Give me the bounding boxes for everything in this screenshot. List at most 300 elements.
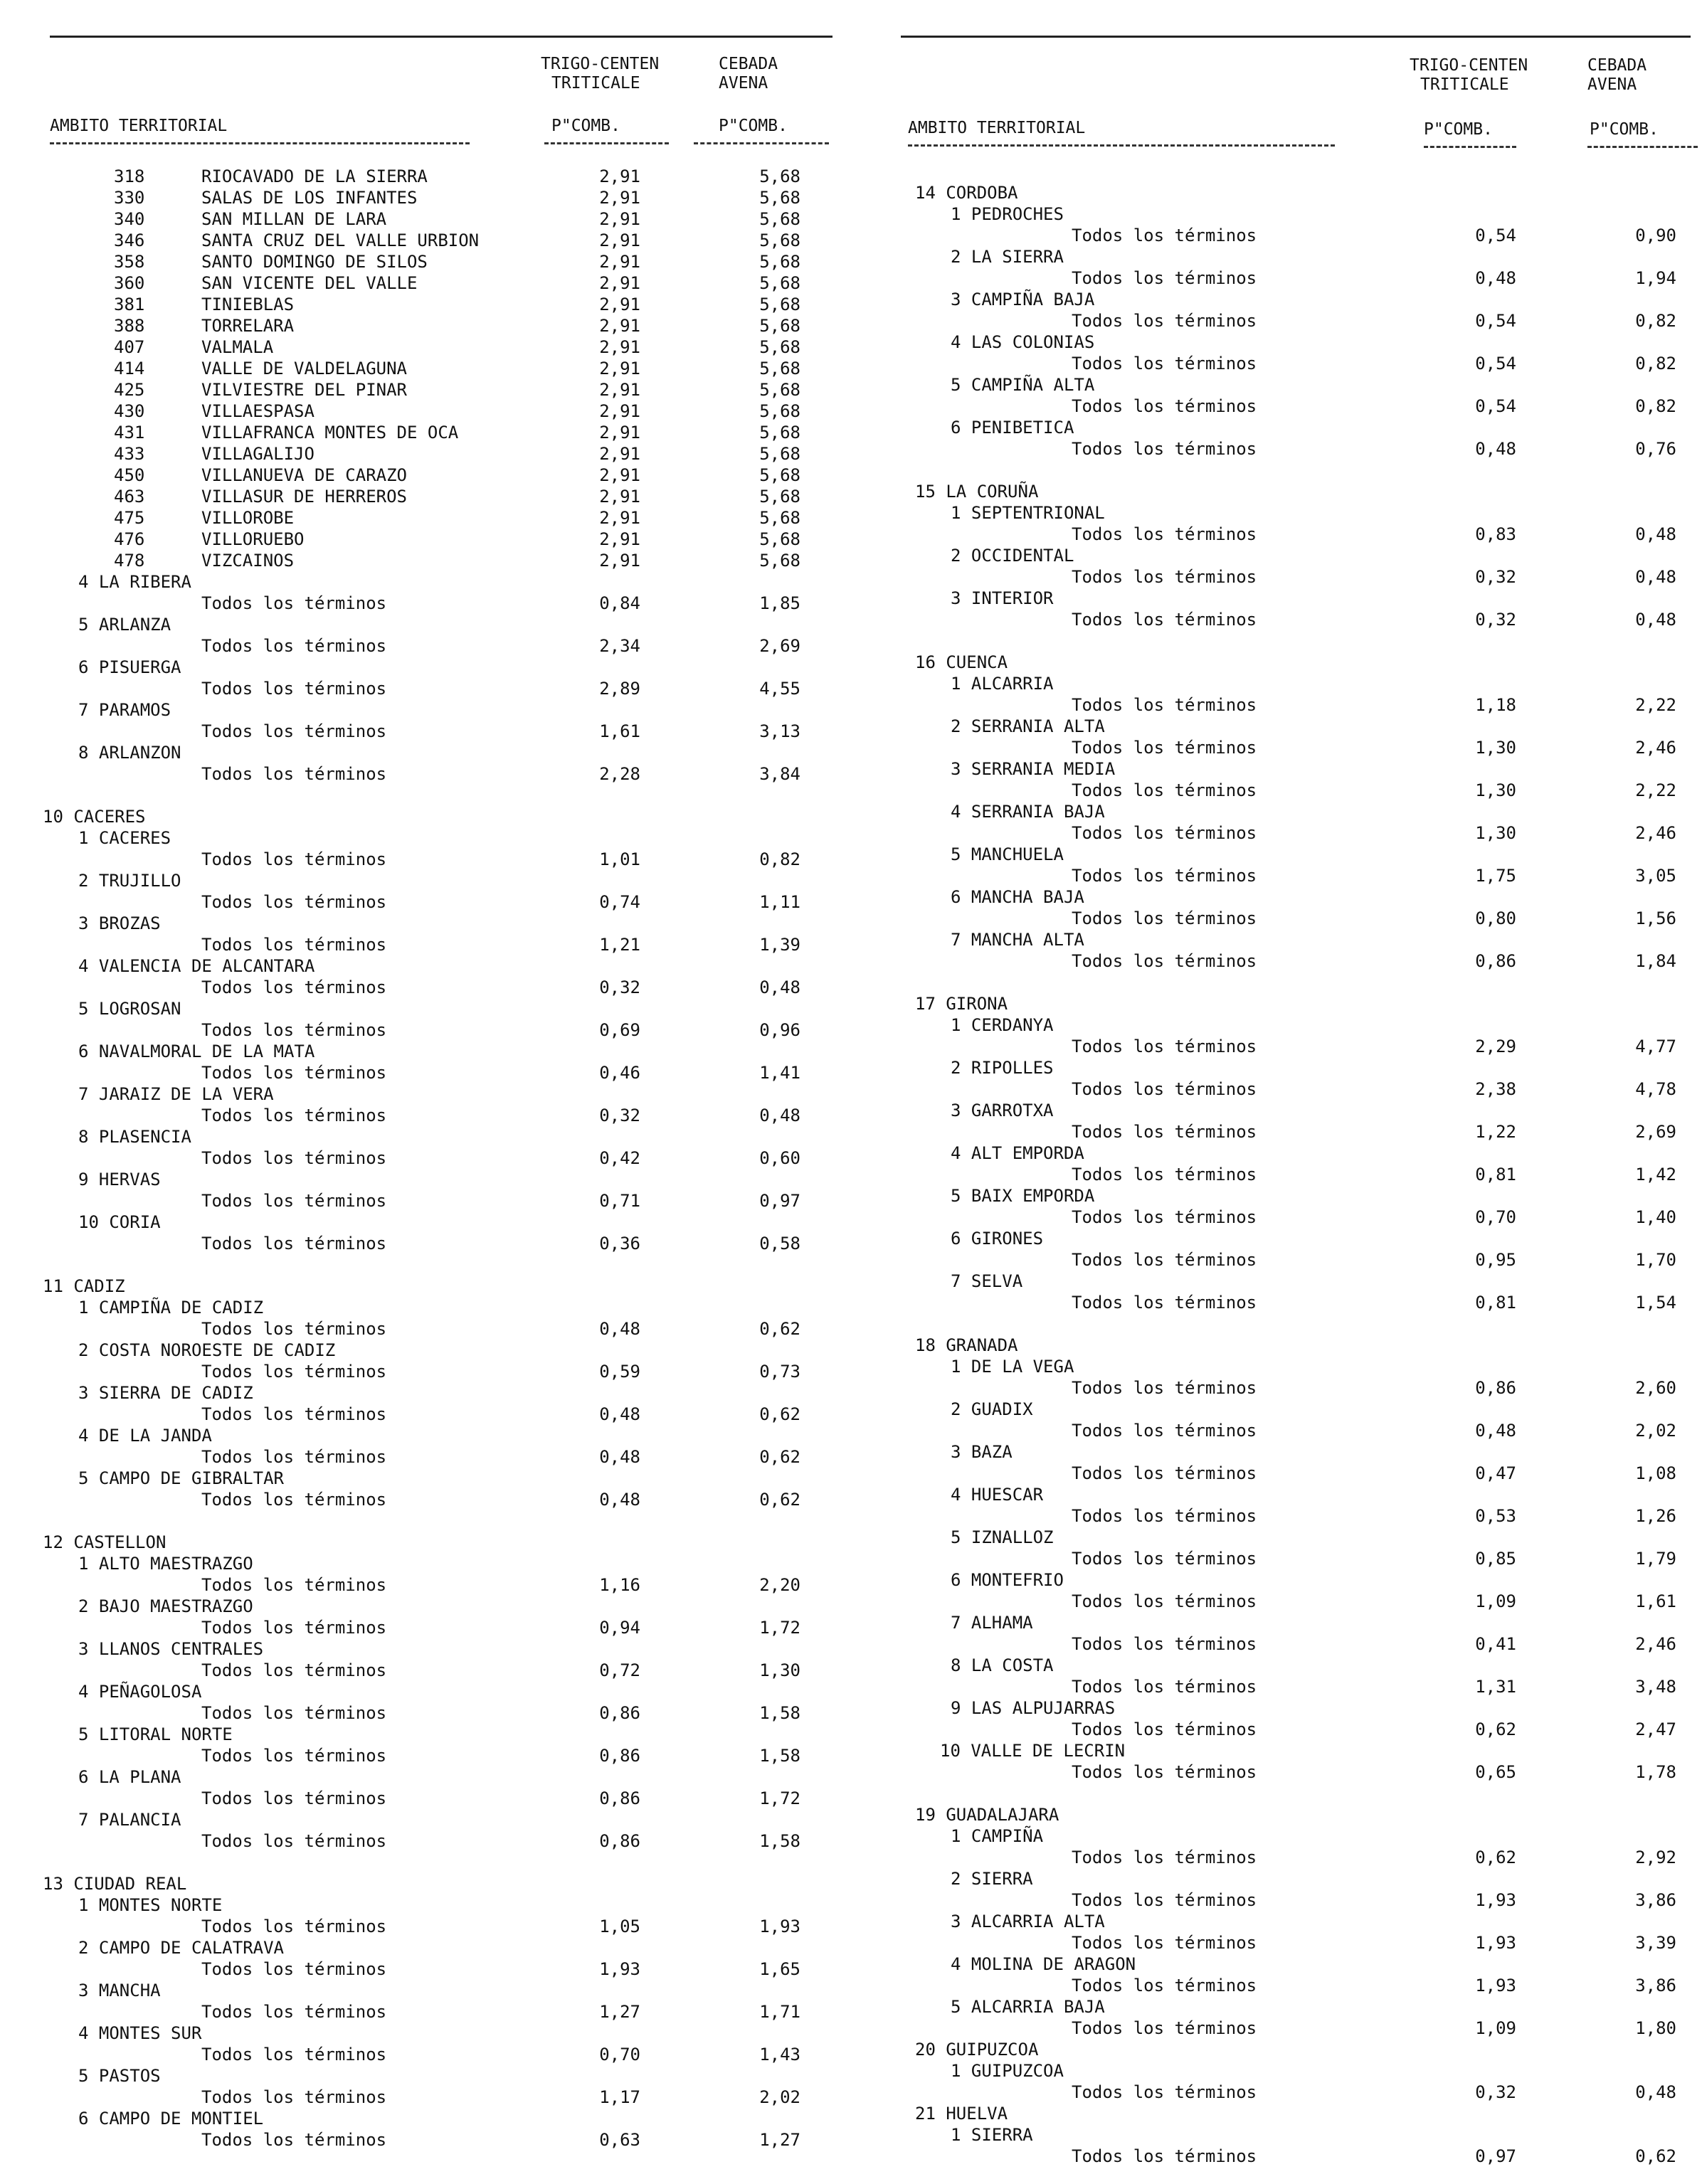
cebada-pcomb-value: 1,71 (759, 2002, 800, 2022)
todos-terminos-label: Todos los términos (201, 2002, 387, 2022)
trigo-pcomb-value: 1,61 (599, 721, 640, 741)
trigo-pcomb-value: 1,30 (1475, 780, 1516, 800)
municipality-name: SALAS DE LOS INFANTES (201, 188, 418, 208)
cebada-pcomb-value: 1,85 (759, 593, 800, 613)
trigo-pcomb-value: 1,22 (1475, 1122, 1516, 1142)
cebada-pcomb-value: 5,68 (759, 444, 800, 464)
cebada-pcomb-value: 0,48 (1635, 610, 1676, 630)
municipality-row (0, 358, 851, 379)
cebada-pcomb-value: 0,62 (759, 1447, 800, 1467)
municipality-name: VIZCAINOS (201, 551, 295, 571)
todos-terminos-label: Todos los términos (1072, 1719, 1257, 1739)
cebada-pcomb-value: 5,68 (759, 273, 800, 293)
trigo-pcomb-value: 2,91 (599, 188, 640, 208)
comarca-name: 1 DE LA VEGA (951, 1357, 1074, 1377)
top-rule (50, 36, 832, 38)
todos-terminos-label: Todos los términos (1072, 1421, 1257, 1441)
todos-terminos-label: Todos los términos (1072, 1207, 1257, 1227)
comarca-row (851, 929, 1702, 950)
municipality-row (0, 529, 851, 550)
comarca-name: 5 LITORAL NORTE (78, 1724, 233, 1744)
header-col2-line1: CEBADA (719, 55, 778, 73)
trigo-pcomb-value: 0,72 (599, 1660, 640, 1680)
municipality-code: 478 (114, 551, 145, 571)
comarca-row (851, 1014, 1702, 1036)
todos-terminos-label: Todos los términos (1072, 1890, 1257, 1910)
trigo-pcomb-value: 0,48 (1475, 268, 1516, 288)
header-pcomb-1: P"COMB. (1424, 120, 1493, 139)
todos-terminos-row (851, 694, 1702, 716)
todos-terminos-row (851, 1078, 1702, 1100)
comarca-row (851, 1740, 1702, 1761)
municipality-name: SANTO DOMINGO DE SILOS (201, 252, 428, 272)
cebada-pcomb-value: 2,47 (1635, 1719, 1676, 1739)
comarca-row (0, 1169, 851, 1190)
comarca-name: 4 ALT EMPORDA (951, 1143, 1084, 1163)
comarca-row (851, 374, 1702, 396)
province-name: 11 CADIZ (43, 1276, 125, 1296)
top-rule (901, 36, 1691, 38)
comarca-name: 4 VALENCIA DE ALCANTARA (78, 956, 315, 976)
todos-terminos-label: Todos los términos (1072, 951, 1257, 971)
todos-terminos-row (0, 1702, 851, 1724)
trigo-pcomb-value: 0,32 (1475, 2082, 1516, 2102)
todos-terminos-row (0, 1788, 851, 1809)
trigo-pcomb-value: 0,32 (599, 1106, 640, 1125)
todos-terminos-label: Todos los términos (201, 1490, 387, 1510)
cebada-pcomb-value: 1,61 (1635, 1591, 1676, 1611)
todos-terminos-label: Todos los términos (1072, 1549, 1257, 1569)
todos-terminos-label: Todos los términos (1072, 738, 1257, 758)
province-row (851, 182, 1702, 203)
todos-terminos-row (0, 1361, 851, 1382)
comarca-name: 1 ALCARRIA (951, 674, 1054, 694)
todos-terminos-label: Todos los términos (1072, 396, 1257, 416)
trigo-pcomb-value: 0,84 (599, 593, 640, 613)
province-row (851, 1335, 1702, 1356)
trigo-pcomb-value: 1,05 (599, 1917, 640, 1936)
trigo-pcomb-value: 2,29 (1475, 1037, 1516, 1056)
comarca-row (851, 332, 1702, 353)
todos-terminos-row (851, 865, 1702, 886)
todos-terminos-label: Todos los términos (1072, 1037, 1257, 1056)
comarca-name: 6 PISUERGA (78, 657, 181, 677)
comarca-row (851, 1057, 1702, 1078)
todos-terminos-row (0, 2129, 851, 2151)
todos-terminos-row (0, 977, 851, 998)
todos-terminos-row (0, 1660, 851, 1681)
trigo-pcomb-value: 0,41 (1475, 1634, 1516, 1654)
todos-terminos-row (851, 950, 1702, 972)
trigo-pcomb-value: 0,53 (1475, 1506, 1516, 1526)
todos-terminos-row (851, 1676, 1702, 1697)
comarca-name: 3 BROZAS (78, 913, 161, 933)
todos-terminos-row (851, 1036, 1702, 1057)
municipality-name: VILLAFRANCA MONTES DE OCA (201, 423, 459, 442)
comarca-row (0, 1681, 851, 1702)
todos-terminos-row (851, 822, 1702, 844)
todos-terminos-row (0, 1147, 851, 1169)
header-col1-line2: TRITICALE (551, 74, 640, 92)
trigo-pcomb-value: 1,27 (599, 2002, 640, 2022)
cebada-pcomb-value: 5,68 (759, 252, 800, 272)
municipality-code: 407 (114, 337, 145, 357)
cebada-pcomb-value: 3,86 (1635, 1976, 1676, 1995)
trigo-pcomb-value: 2,91 (599, 316, 640, 336)
trigo-pcomb-value: 2,89 (599, 679, 640, 699)
cebada-pcomb-value: 1,72 (759, 1618, 800, 1638)
municipality-code: 430 (114, 401, 145, 421)
comarca-name: 7 MANCHA ALTA (951, 930, 1084, 950)
comarca-name: 2 CAMPO DE CALATRAVA (78, 1938, 284, 1958)
cebada-pcomb-value: 0,82 (1635, 396, 1676, 416)
trigo-pcomb-value: 0,65 (1475, 1762, 1516, 1782)
cebada-pcomb-value: 5,68 (759, 316, 800, 336)
municipality-row (0, 336, 851, 358)
header-dash-ambito (50, 142, 470, 144)
comarca-row (0, 2108, 851, 2129)
todos-terminos-label: Todos los términos (1072, 1677, 1257, 1697)
cebada-pcomb-value: 1,43 (759, 2045, 800, 2064)
cebada-pcomb-value: 5,68 (759, 401, 800, 421)
municipality-name: RIOCAVADO DE LA SIERRA (201, 166, 428, 186)
cebada-pcomb-value: 1,54 (1635, 1293, 1676, 1313)
cebada-pcomb-value: 2,60 (1635, 1378, 1676, 1398)
todos-terminos-row (851, 1121, 1702, 1143)
todos-terminos-label: Todos los términos (201, 1447, 387, 1467)
todos-terminos-label: Todos los términos (201, 1319, 387, 1339)
comarca-row (851, 758, 1702, 780)
province-name: 12 CASTELLON (43, 1532, 166, 1552)
comarca-name: 1 GUIPUZCOA (951, 2061, 1064, 2081)
trigo-pcomb-value: 1,30 (1475, 823, 1516, 843)
comarca-row (851, 1399, 1702, 1420)
comarca-row (0, 1553, 851, 1574)
todos-terminos-row (851, 1249, 1702, 1271)
municipality-row (0, 401, 851, 422)
comarca-row (851, 1655, 1702, 1676)
todos-terminos-row (0, 1489, 851, 1510)
trigo-pcomb-value: 1,17 (599, 2087, 640, 2107)
header-col1-line2: TRITICALE (1420, 75, 1509, 94)
comarca-row (851, 1100, 1702, 1121)
municipality-row (0, 315, 851, 336)
cebada-pcomb-value: 5,68 (759, 166, 800, 186)
todos-terminos-label: Todos los términos (1072, 524, 1257, 544)
municipality-code: 433 (114, 444, 145, 464)
comarca-name: 4 PEÑAGOLOSA (78, 1682, 202, 1702)
todos-terminos-label: Todos los términos (201, 2130, 387, 2150)
comarca-row (851, 1569, 1702, 1591)
comarca-name: 6 CAMPO DE MONTIEL (78, 2109, 264, 2129)
trigo-pcomb-value: 2,91 (599, 465, 640, 485)
province-row (851, 1804, 1702, 1825)
todos-terminos-label: Todos los términos (201, 1020, 387, 1040)
comarca-row (851, 246, 1702, 267)
comarca-name: 2 SERRANIA ALTA (951, 716, 1105, 736)
municipality-name: VILLAESPASA (201, 401, 314, 421)
comarca-row (851, 801, 1702, 822)
municipality-row (0, 379, 851, 401)
cebada-pcomb-value: 0,62 (759, 1490, 800, 1510)
trigo-pcomb-value: 0,95 (1475, 1250, 1516, 1270)
comarca-row (0, 1340, 851, 1361)
comarca-row (851, 1271, 1702, 1292)
comarca-name: 3 BAZA (951, 1442, 1013, 1462)
todos-terminos-row (851, 1207, 1702, 1228)
comarca-row (851, 1143, 1702, 1164)
todos-terminos-label: Todos los términos (1072, 2018, 1257, 2038)
todos-terminos-label: Todos los términos (1072, 1293, 1257, 1313)
cebada-pcomb-value: 1,70 (1635, 1250, 1676, 1270)
todos-terminos-label: Todos los términos (1072, 439, 1257, 459)
todos-terminos-label: Todos los términos (1072, 226, 1257, 245)
todos-terminos-label: Todos los términos (201, 1703, 387, 1723)
comarca-row (0, 998, 851, 1019)
comarca-row (0, 1425, 851, 1446)
trigo-pcomb-value: 0,32 (1475, 567, 1516, 587)
todos-terminos-label: Todos los términos (1072, 1634, 1257, 1654)
comarca-row (851, 588, 1702, 609)
comarca-row (851, 1484, 1702, 1505)
comarca-row (0, 742, 851, 763)
comarca-row (0, 2023, 851, 2044)
header-ambito: AMBITO TERRITORIAL (50, 117, 228, 135)
header-dash-col2 (1587, 146, 1698, 148)
municipality-name: SANTA CRUZ DEL VALLE URBION (201, 230, 480, 250)
trigo-pcomb-value: 0,74 (599, 892, 640, 912)
header-dash-col1 (544, 142, 669, 144)
todos-terminos-row (851, 267, 1702, 289)
todos-terminos-row (0, 1190, 851, 1212)
trigo-pcomb-value: 1,30 (1475, 738, 1516, 758)
trigo-pcomb-value: 1,75 (1475, 866, 1516, 886)
todos-terminos-row (851, 1633, 1702, 1655)
todos-terminos-row (851, 780, 1702, 801)
todos-terminos-label: Todos los términos (1072, 1762, 1257, 1782)
trigo-pcomb-value: 2,91 (599, 273, 640, 293)
comarca-name: 5 ARLANZA (78, 615, 171, 635)
comarca-name: 5 LOGROSAN (78, 999, 181, 1019)
comarca-row (0, 870, 851, 891)
comarca-name: 1 PEDROCHES (951, 204, 1064, 224)
cebada-pcomb-value: 1,78 (1635, 1762, 1676, 1782)
comarca-name: 1 SIERRA (951, 2125, 1033, 2145)
comarca-name: 4 DE LA JANDA (78, 1426, 212, 1446)
trigo-pcomb-value: 0,94 (599, 1618, 640, 1638)
todos-terminos-label: Todos los términos (1072, 311, 1257, 331)
trigo-pcomb-value: 0,47 (1475, 1463, 1516, 1483)
comarca-row (0, 1980, 851, 2001)
todos-terminos-row (0, 1617, 851, 1638)
cebada-pcomb-value: 0,90 (1635, 226, 1676, 245)
cebada-pcomb-value: 0,62 (759, 1319, 800, 1339)
todos-terminos-row (0, 721, 851, 742)
cebada-pcomb-value: 0,48 (1635, 524, 1676, 544)
trigo-pcomb-value: 0,83 (1475, 524, 1516, 544)
todos-terminos-label: Todos los términos (201, 2087, 387, 2107)
comarca-name: 6 LA PLANA (78, 1767, 181, 1787)
comarca-row (851, 1228, 1702, 1249)
cebada-pcomb-value: 5,68 (759, 230, 800, 250)
cebada-pcomb-value: 1,65 (759, 1959, 800, 1979)
comarca-name: 3 CAMPIÑA BAJA (951, 290, 1095, 309)
todos-terminos-row (851, 1889, 1702, 1911)
trigo-pcomb-value: 0,36 (599, 1234, 640, 1253)
comarca-name: 2 BAJO MAESTRAZGO (78, 1596, 253, 1616)
comarca-name: 4 MONTES SUR (78, 2023, 202, 2043)
todos-terminos-label: Todos los términos (201, 1746, 387, 1766)
comarca-name: 3 LLANOS CENTRALES (78, 1639, 264, 1659)
todos-terminos-row (0, 849, 851, 870)
cebada-pcomb-value: 0,58 (759, 1234, 800, 1253)
municipality-name: VILLASUR DE HERREROS (201, 487, 407, 507)
province-row (851, 652, 1702, 673)
todos-terminos-label: Todos los términos (201, 1404, 387, 1424)
comarca-row (851, 2124, 1702, 2146)
cebada-pcomb-value: 2,20 (759, 1575, 800, 1595)
comarca-row (851, 289, 1702, 310)
comarca-row (0, 1382, 851, 1404)
municipality-name: TORRELARA (201, 316, 295, 336)
cebada-pcomb-value: 2,69 (1635, 1122, 1676, 1142)
todos-terminos-label: Todos los términos (1072, 1165, 1257, 1184)
trigo-pcomb-value: 0,63 (599, 2130, 640, 2150)
municipality-name: VILLORUEBO (201, 529, 305, 549)
comarca-name: 7 PARAMOS (78, 700, 171, 720)
trigo-pcomb-value: 1,21 (599, 935, 640, 955)
trigo-pcomb-value: 0,48 (1475, 1421, 1516, 1441)
comarca-name: 9 LAS ALPUJARRAS (951, 1698, 1116, 1718)
cebada-pcomb-value: 0,73 (759, 1362, 800, 1382)
cebada-pcomb-value: 1,58 (759, 1703, 800, 1723)
cebada-pcomb-value: 2,22 (1635, 780, 1676, 800)
municipality-code: 358 (114, 252, 145, 272)
header-col2-line2: AVENA (1587, 75, 1637, 94)
comarca-row (851, 1996, 1702, 2018)
trigo-pcomb-value: 1,93 (1475, 1976, 1516, 1995)
trigo-pcomb-value: 0,32 (599, 977, 640, 997)
comarca-name: 3 MANCHA (78, 1981, 161, 2000)
comarca-row (0, 699, 851, 721)
municipality-row (0, 507, 851, 529)
comarca-name: 1 CACERES (78, 828, 171, 848)
cebada-pcomb-value: 0,48 (759, 977, 800, 997)
cebada-pcomb-value: 5,68 (759, 188, 800, 208)
cebada-pcomb-value: 3,13 (759, 721, 800, 741)
cebada-pcomb-value: 5,68 (759, 551, 800, 571)
comarca-row (0, 1297, 851, 1318)
municipality-code: 476 (114, 529, 145, 549)
trigo-pcomb-value: 0,62 (1475, 1848, 1516, 1867)
todos-terminos-label: Todos los términos (201, 764, 387, 784)
comarca-row (0, 1083, 851, 1105)
municipality-name: VILLOROBE (201, 508, 295, 528)
cebada-pcomb-value: 1,58 (759, 1746, 800, 1766)
todos-terminos-row (851, 2082, 1702, 2103)
comarca-name: 6 NAVALMORAL DE LA MATA (78, 1041, 315, 1061)
todos-terminos-row (851, 2146, 1702, 2167)
todos-terminos-label: Todos los términos (201, 935, 387, 955)
comarca-name: 3 GARROTXA (951, 1101, 1054, 1120)
comarca-row (851, 844, 1702, 865)
trigo-pcomb-value: 2,91 (599, 166, 640, 186)
todos-terminos-row (851, 1975, 1702, 1996)
comarca-name: 5 BAIX EMPORDA (951, 1186, 1095, 1206)
header-pcomb-2: P"COMB. (1590, 120, 1659, 139)
todos-terminos-label: Todos los términos (201, 679, 387, 699)
municipality-name: SAN VICENTE DEL VALLE (201, 273, 418, 293)
comarca-row (851, 545, 1702, 566)
header-dash-col2 (694, 142, 829, 144)
trigo-pcomb-value: 0,54 (1475, 311, 1516, 331)
todos-terminos-row (851, 1164, 1702, 1185)
province-name: 18 GRANADA (915, 1335, 1018, 1355)
cebada-pcomb-value: 1,40 (1635, 1207, 1676, 1227)
trigo-pcomb-value: 0,86 (599, 1746, 640, 1766)
province-name: 16 CUENCA (915, 652, 1008, 672)
comarca-row (851, 1356, 1702, 1377)
municipality-row (0, 294, 851, 315)
todos-terminos-label: Todos los términos (1072, 780, 1257, 800)
comarca-row (0, 1126, 851, 1147)
header-dash-ambito (908, 144, 1335, 147)
todos-terminos-label: Todos los términos (201, 977, 387, 997)
cebada-pcomb-value: 2,46 (1635, 738, 1676, 758)
todos-terminos-row (0, 934, 851, 955)
trigo-pcomb-value: 2,91 (599, 551, 640, 571)
comarca-row (851, 1911, 1702, 1932)
header-pcomb-2: P"COMB. (719, 117, 788, 135)
cebada-pcomb-value: 1,41 (759, 1063, 800, 1083)
todos-terminos-label: Todos los términos (1072, 567, 1257, 587)
cebada-pcomb-value: 3,84 (759, 764, 800, 784)
todos-terminos-row (851, 1292, 1702, 1313)
comarca-row (0, 1809, 851, 1830)
comarca-name: 5 PASTOS (78, 2066, 161, 2086)
municipality-code: 475 (114, 508, 145, 528)
comarca-name: 10 VALLE DE LECRIN (940, 1741, 1126, 1761)
comarca-name: 2 OCCIDENTAL (951, 546, 1074, 566)
cebada-pcomb-value: 1,84 (1635, 951, 1676, 971)
municipality-row (0, 443, 851, 465)
municipality-code: 330 (114, 188, 145, 208)
todos-terminos-row (851, 566, 1702, 588)
municipality-code: 318 (114, 166, 145, 186)
trigo-pcomb-value: 2,91 (599, 209, 640, 229)
trigo-pcomb-value: 2,28 (599, 764, 640, 784)
cebada-pcomb-value: 1,79 (1635, 1549, 1676, 1569)
todos-terminos-row (0, 1404, 851, 1425)
header-col2-line1: CEBADA (1587, 56, 1647, 75)
todos-terminos-label: Todos los términos (201, 1191, 387, 1211)
todos-terminos-row (0, 1233, 851, 1254)
todos-terminos-label: Todos los términos (201, 1234, 387, 1253)
comarca-row (851, 417, 1702, 438)
cebada-pcomb-value: 3,05 (1635, 866, 1676, 886)
comarca-row (0, 1468, 851, 1489)
comarca-row (0, 657, 851, 678)
todos-terminos-row (851, 1591, 1702, 1612)
comarca-name: 2 RIPOLLES (951, 1058, 1054, 1078)
province-row (0, 1532, 851, 1553)
trigo-pcomb-value: 1,09 (1475, 2018, 1516, 2038)
comarca-row (0, 1894, 851, 1916)
comarca-name: 2 SIERRA (951, 1869, 1033, 1889)
province-name: 21 HUELVA (915, 2104, 1008, 2124)
comarca-name: 8 LA COSTA (951, 1655, 1054, 1675)
comarca-row (851, 1954, 1702, 1975)
